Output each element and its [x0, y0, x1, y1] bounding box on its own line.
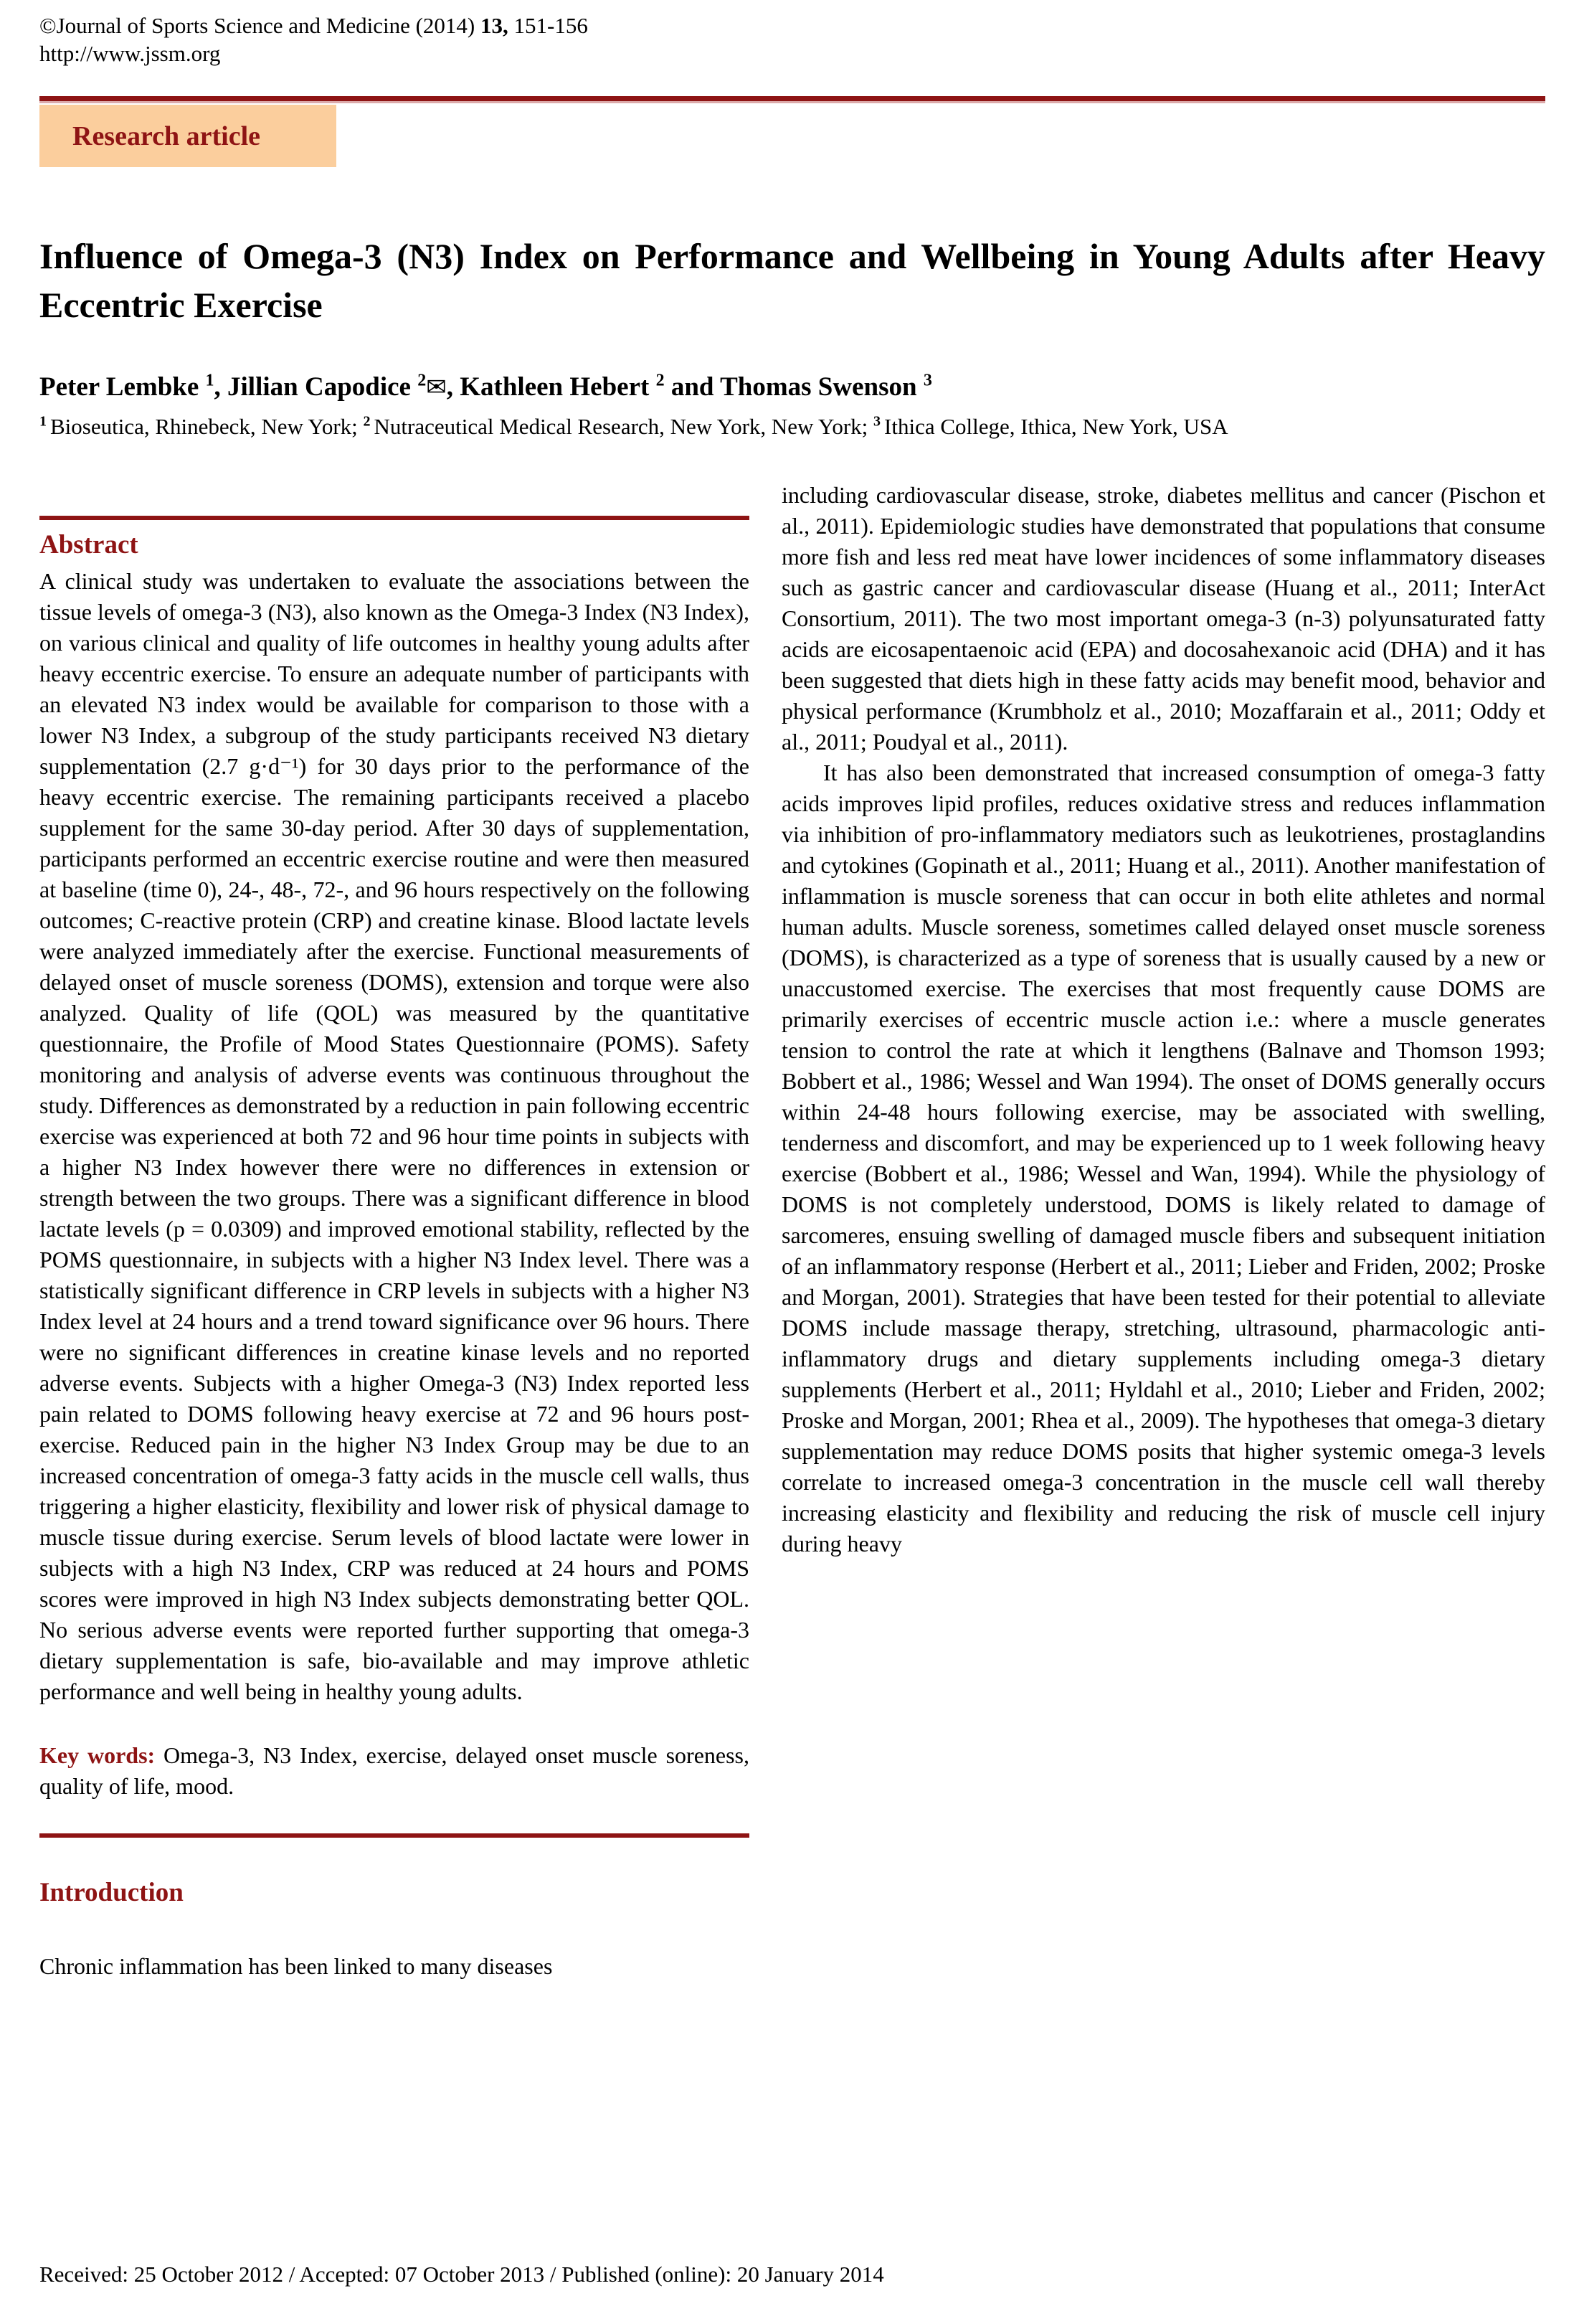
author-affiliation-number: 2	[655, 372, 665, 390]
header-divider-rule	[39, 96, 1545, 103]
article-type-badge	[39, 105, 336, 167]
right-column	[782, 480, 1545, 1982]
received-accepted-published-line: Received: 25 October 2012 / Accepted: 07 October 2013 / Published (online): 20 January 2014	[39, 2262, 884, 2287]
affiliation: $^3$ Ithica College, Ithica, New York, USA	[873, 413, 1228, 439]
introduction-paragraph-2: It has also been demonstrated that increased consumption of omega-3 fatty acids improves lipid profiles, reduces oxidative stress and reduces inflammation via inhibition of pro-inflammatory mediators such as leukotrienes, prostaglandins and cytokines (Gopinath et al., 2011; Huang et al., 2011). Another manifestation of inflammation is muscle soreness that can occur in both elite athletes and normal human adults. Muscle soreness, sometimes called delayed onset muscle soreness (DOMS), is characterized as a type of soreness that is usually caused by a new or unaccustomed exercise. The exercises that most frequently cause DOMS are primarily exercises of eccentric muscle action i.e.: where a muscle generates tension to control the rate at which it lengthens (Balnave and Thomson 1993; Bobbert et al., 1986; Wessel and Wan 1994). The onset of DOMS generally occurs within 24-48 hours following exercise, may be associated with swelling, tenderness and discomfort, and may be experienced up to 1 week following heavy exercise (Bobbert et al., 1986; Wessel and Wan, 1994). While the physiology of DOMS is not completely understood, DOMS is likely related to damage of sarcomeres, ensuing swelling of damaged muscle fibers and subsequent initiation of an inflammatory response (Herbert et al., 2011; Lieber and Friden, 2002; Proske and Morgan, 2001). Strategies that have been tested for their potential to alleviate DOMS include massage therapy, stretching, ultrasound, pharmacologic anti-inflammatory drugs and dietary supplements including omega-3 dietary supplements (Herbert et al., 2011; Hyldahl et al., 2010; Lieber and Friden, 2002; Proske and Morgan, 2001; Rhea et al., 2009). The hypotheses that omega-3 dietary supplementation may reduce DOMS posits that higher systemic omega-3 levels correlate to increased omega-3 concentration in the muscle cell wall thereby increasing elasticity and flexibility and reducing the risk of muscle cell injury during heavy	[782, 759, 1545, 1557]
journal-url: http://www.jssm.org	[39, 41, 221, 66]
affiliation-list	[39, 407, 1545, 440]
abstract-heading: Abstract	[39, 529, 138, 559]
introduction-first-paragraph: Chronic inflammation has been linked to many diseases	[39, 1952, 553, 1979]
abstract-text: A clinical study was undertaken to evaluate the associations between the tissue levels of omega-3 (N3), also known as the Omega-3 Index (N3 Index), on various clinical and quality of life outcomes in healthy young adults after heavy eccentric exercise. To ensure an adequate number of participants with an elevated N3 index would be available for comparison to those with a lower N3 Index, a subgroup of the study participants received N3 dietary supplementation (2.7 g·d⁻¹) for 30 days prior to the performance of the heavy eccentric exercise. The remaining participants received a placebo supplement for the same 30-day period. After 30 days of supplementation, participants performed an eccentric exercise routine and were then measured at baseline (time 0), 24-, 48-, 72-, and 96 hours respectively on the following outcomes; C-reactive protein (CRP) and creatine kinase. Blood lactate levels were analyzed immediately after the exercise. Functional measurements of delayed onset of muscle soreness (DOMS), extension and torque were also analyzed. Quality of life (QOL) was measured by the quantitative questionnaire, the Profile of Mood States Questionnaire (POMS). Safety monitoring and analysis of adverse events was continuous throughout the study. Differences as demonstrated by a reduction in pain following eccentric exercise was experienced at both 72 and 96 hour time points in subjects with a higher N3 Index however there were no differences in extension or strength between the two groups. There was a significant difference in blood lactate levels (p = 0.0309) and improved emotional stability, reflected by the POMS questionnaire, in subjects with a higher N3 Index level. There was a statistically significant difference in CRP levels in subjects with a higher N3 Index level at 24 hours and a trend toward significance over 96 hours. There were no significant differences in creatine kinase levels and no reported adverse events. Subjects with a higher Omega-3 (N3) Index reported less pain related to DOMS following heavy exercise at 72 and 96 hours post-exercise. Reduced pain in the higher N3 Index Group may be due to an increased concentration of omega-3 fatty acids in the muscle cell walls, thus triggering a higher elasticity, flexibility and lower risk of physical damage to muscle tissue during exercise. Serum levels of blood lactate were lower in subjects with a high N3 Index, CRP was reduced at 24 hours and POMS scores were improved in high N3 Index subjects demonstrating better QOL. No serious adverse events were reported further supporting that omega-3 dietary supplementation is safe, bio-available and may improve athletic performance and well being in healthy young adults.	[39, 567, 749, 1704]
envelope-icon: ✉	[426, 374, 447, 402]
two-column-body	[39, 480, 1545, 1982]
journal-pages: 151-156	[508, 13, 588, 38]
affiliation: $^2$ Nutraceutical Medical Research, New York, New York;	[363, 413, 874, 439]
journal-citation-prefix: ©Journal of Sports Science and Medicine (2014)	[39, 13, 480, 38]
introduction-paragraph-continued: including cardiovascular disease, stroke, diabetes mellitus and cancer (Pischon et al., 2011). Epidemiologic studies have demonstrated that populations that consume more fish and less red meat have lower incidences of some inflammatory diseases such as gastric cancer and cardiovascular disease (Huang et al., 2011; InterAct Consortium, 2011). The two most important omega-3 (n-3) polyunsaturated fatty acids are eicosapentaenoic acid (EPA) and docosahexanoic acid (DHA) and it has been suggested that diets high in these fatty acids may benefit mood, behavior and physical performance (Krumbholz et al., 2010; Mozaffarain et al., 2011; Oddy et al., 2011; Poudyal et al., 2011).	[782, 481, 1545, 755]
author-affiliation-number: 3	[923, 372, 932, 390]
author-affiliation-number: 1	[205, 372, 214, 390]
left-column	[39, 480, 749, 1982]
author: Peter Lembke $^1$,	[39, 372, 228, 402]
abstract-bottom-rule	[39, 1833, 749, 1838]
introduction-heading: Introduction	[39, 1877, 184, 1907]
author: Jillian Capodice $^2$✉,	[227, 372, 460, 402]
page-title: Influence of Omega-3 (N3) Index on Performance and Wellbeing in Young Adults after Heavy Eccentric Exercise	[39, 236, 1545, 325]
keywords-label: Key words:	[39, 1742, 156, 1768]
affiliation: $^1$ Bioseutica, Rhinebeck, New York;	[39, 413, 364, 439]
author: Thomas Swenson $^3$	[720, 372, 932, 402]
abstract-top-rule	[39, 516, 749, 520]
keywords-text: Omega-3, N3 Index, exercise, delayed onset muscle soreness, quality of life, mood.	[39, 1742, 749, 1799]
journal-volume: 13,	[480, 13, 508, 38]
journal-citation	[39, 11, 1545, 39]
author-list	[39, 364, 1545, 405]
article-type-label: Research article	[72, 121, 261, 151]
keywords	[39, 1740, 749, 1802]
author-affiliation-number: 2	[417, 372, 427, 390]
author: Kathleen Hebert $^2$ and	[460, 372, 721, 402]
